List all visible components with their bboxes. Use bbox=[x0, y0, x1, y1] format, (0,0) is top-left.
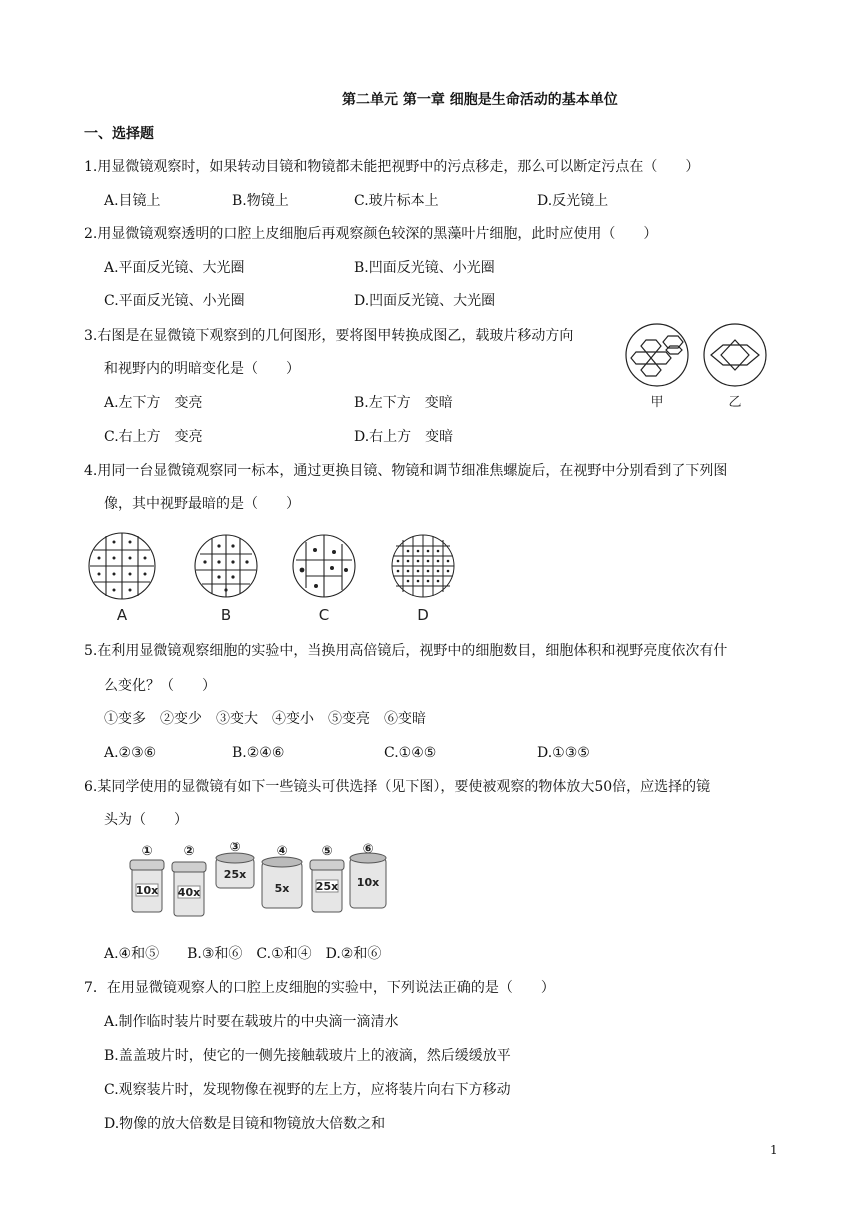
q4-stem-line2: 像，其中视野最暗的是（ ） bbox=[104, 496, 300, 512]
q6-lens-3-number: ③ bbox=[229, 842, 241, 855]
q4-label-a: A bbox=[116, 606, 128, 624]
q4-view-d bbox=[392, 535, 454, 597]
q6-lens-3-label: 25x bbox=[223, 868, 247, 881]
q6-lens-5-label: 25x bbox=[315, 880, 339, 893]
page-number: 1 bbox=[770, 1143, 778, 1157]
q6-lens-2 bbox=[172, 862, 206, 916]
q4-stem-line1: 4.用同一台显微镜观察同一标本，通过更换目镜、物镜和调节细准焦螺旋后，在视野中分别看到了下列图 bbox=[84, 463, 728, 479]
q6-lens-6 bbox=[350, 853, 386, 908]
q1-option-a: A.目镜上 bbox=[104, 193, 161, 209]
q3-figure-yi bbox=[704, 324, 766, 386]
q3-option-a: A.左下方 变亮 bbox=[104, 395, 203, 411]
q4-view-b bbox=[195, 535, 257, 597]
q6-lens-4-label: 5x bbox=[274, 882, 290, 895]
q6-lens-6-label: 10x bbox=[356, 876, 380, 889]
q1-option-d: D.反光镜上 bbox=[537, 193, 609, 209]
q4-label-d: D bbox=[417, 606, 429, 624]
q3-stem-line1: 3.右图是在显微镜下观察到的几何图形，要将图甲转换成图乙，载玻片移动方向 bbox=[84, 328, 574, 344]
q1-option-b: B.物镜上 bbox=[232, 193, 289, 209]
q2-option-b: B.凹面反光镜、小光圈 bbox=[354, 260, 495, 276]
q3-figure-jia bbox=[626, 324, 688, 386]
q2-option-d: D.凹面反光镜、大光圈 bbox=[354, 293, 496, 309]
q6-lens-4 bbox=[262, 857, 302, 908]
q5-option-d: D.①③⑤ bbox=[537, 745, 590, 761]
q7-option-b: B.盖盖玻片时，使它的一侧先接触载玻片上的液滴，然后缓缓放平 bbox=[104, 1048, 511, 1064]
q6-lens-3 bbox=[216, 853, 254, 888]
q2-option-c: C.平面反光镜、小光圈 bbox=[104, 293, 245, 309]
q5-option-a: A.②③⑥ bbox=[104, 745, 157, 761]
q3-option-c: C.右上方 变亮 bbox=[104, 429, 203, 445]
q3-option-d: D.右上方 变暗 bbox=[354, 429, 454, 445]
q1-option-c: C.玻片标本上 bbox=[354, 193, 439, 209]
q6-lens-1 bbox=[130, 860, 164, 912]
q5-option-b: B.②④⑥ bbox=[232, 745, 285, 761]
q2-option-a: A.平面反光镜、大光圈 bbox=[104, 260, 245, 276]
q6-options: A.④和⑤ B.③和⑥ C.①和④ D.②和⑥ bbox=[104, 946, 382, 962]
q5-choices: ①变多 ②变少 ③变大 ④变小 ⑤变亮 ⑥变暗 bbox=[104, 711, 426, 727]
page-title: 第二单元 第一章 细胞是生命活动的基本单位 bbox=[342, 92, 618, 108]
q7-option-a: A.制作临时装片时要在载玻片的中央滴一滴清水 bbox=[104, 1014, 399, 1030]
q6-lens-5-number: ⑤ bbox=[321, 844, 333, 859]
q5-stem-line2: 么变化？（ ） bbox=[104, 678, 216, 694]
q6-lens-2-number: ② bbox=[183, 844, 195, 859]
q6-stem-line1: 6.某同学使用的显微镜有如下一些镜头可供选择（见下图），要使被观察的物体放大50倍，应选择的镜 bbox=[84, 779, 711, 795]
q7-stem: 7．在用显微镜观察人的口腔上皮细胞的实验中，下列说法正确的是（ ） bbox=[84, 980, 555, 996]
q6-lens-1-label: 10x bbox=[135, 884, 159, 897]
q7-option-c: C.观察装片时，发现物像在视野的左上方，应将装片向右下方移动 bbox=[104, 1082, 511, 1098]
section-heading: 一、选择题 bbox=[84, 126, 154, 142]
q6-lens-figure bbox=[126, 842, 388, 922]
q6-lens-6-number: ⑥ bbox=[362, 842, 374, 857]
q4-label-c: C bbox=[318, 606, 330, 624]
q5-option-c: C.①④⑤ bbox=[384, 745, 437, 761]
q4-label-b: B bbox=[220, 606, 232, 624]
q4-figure bbox=[84, 530, 464, 626]
q6-stem-line2: 头为（ ） bbox=[104, 812, 188, 828]
q3-option-b: B.左下方 变暗 bbox=[354, 395, 453, 411]
q3-stem-line2: 和视野内的明暗变化是（ ） bbox=[104, 361, 300, 377]
q1-stem: 1.用显微镜观察时，如果转动目镜和物镜都未能把视野中的污点移走，那么可以断定污点在（ ） bbox=[84, 159, 700, 175]
q5-stem-line1: 5.在利用显微镜观察细胞的实验中，当换用高倍镜后，视野中的细胞数目，细胞体积和视野亮度依次有什 bbox=[84, 643, 728, 659]
q6-lens-5 bbox=[310, 860, 344, 912]
q4-view-a bbox=[89, 533, 155, 599]
q3-figure bbox=[622, 322, 774, 412]
q3-label-yi: 乙 bbox=[728, 395, 742, 410]
q7-option-d: D.物像的放大倍数是目镜和物镜放大倍数之和 bbox=[104, 1116, 386, 1132]
q6-lens-4-number: ④ bbox=[276, 844, 288, 859]
q6-lens-2-label: 40x bbox=[177, 886, 201, 899]
q4-view-c bbox=[293, 535, 355, 597]
q6-lens-1-number: ① bbox=[141, 844, 153, 859]
q3-label-jia: 甲 bbox=[650, 395, 664, 410]
q2-stem: 2.用显微镜观察透明的口腔上皮细胞后再观察颜色较深的黑藻叶片细胞，此时应使用（ ） bbox=[84, 226, 658, 242]
